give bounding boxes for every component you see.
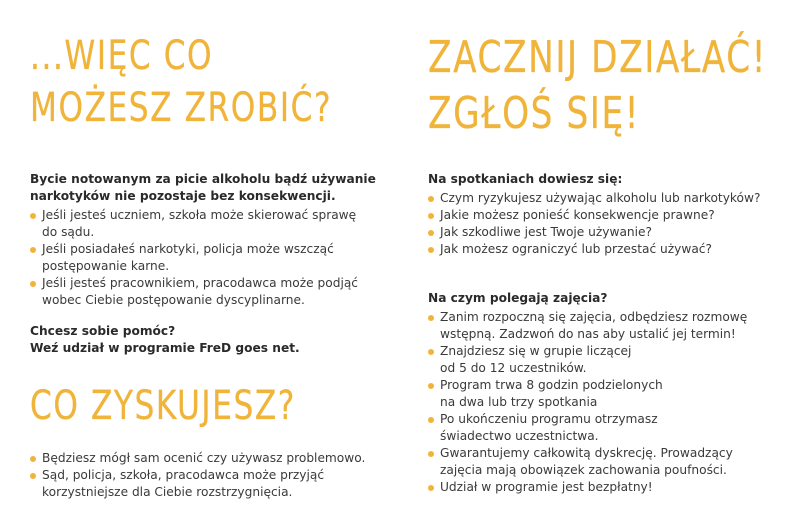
classes-subheading: Na czym polegają zajęcia? bbox=[428, 291, 608, 305]
bullet-dot-icon bbox=[30, 213, 36, 219]
bullet-dot-icon bbox=[428, 213, 434, 219]
list-item: Jeśli jesteś pracownikiem, pracodawca może podjąć wobec Ciebie postępowanie dyscyplinarne. bbox=[30, 275, 358, 309]
heading-what-can-you-do bbox=[30, 30, 417, 134]
benefits-list bbox=[30, 450, 365, 501]
list-item: Będziesz mógł sam ocenić czy używasz problemowo. bbox=[30, 450, 365, 467]
bullet-dot-icon bbox=[428, 230, 434, 236]
bullet-dot-icon bbox=[428, 315, 434, 321]
heading-benefits bbox=[30, 380, 371, 432]
meetings-list bbox=[428, 190, 760, 258]
bullet-dot-icon bbox=[428, 451, 434, 457]
list-item: Sąd, policja, szkoła, pracodawca może przyjąć korzystniejsze dla Ciebie rozstrzygnięcia. bbox=[30, 467, 365, 501]
heading-line: ZGŁOŚ SIĘ! bbox=[428, 88, 641, 139]
classes-list bbox=[428, 309, 747, 496]
heading-start-acting bbox=[428, 30, 800, 142]
heading-line: ...WIĘC CO bbox=[30, 33, 214, 79]
list-item: Program trwa 8 godzin podzielonych na dwa lub trzy spotkania bbox=[428, 377, 747, 411]
list-item: Udział w programie jest bezpłatny! bbox=[428, 479, 747, 496]
bullet-dot-icon bbox=[428, 383, 434, 389]
heading-line: CO ZYSKUJESZ? bbox=[30, 383, 296, 429]
bullet-dot-icon bbox=[30, 473, 36, 479]
heading-line: ZACZNIJ DZIAŁAĆ! bbox=[428, 32, 768, 83]
list-item: Gwarantujemy całkowitą dyskrecję. Prowadzący zajęcia mają obowiązek zachowania poufności. bbox=[428, 445, 747, 479]
bullet-dot-icon bbox=[428, 196, 434, 202]
bullet-dot-icon bbox=[428, 485, 434, 491]
list-item: Zanim rozpoczną się zajęcia, odbędziesz rozmowę wstępną. Zadzwoń do nas aby ustalić jej termin! bbox=[428, 309, 747, 343]
list-item: Jakie możesz ponieść konsekwencje prawne? bbox=[428, 207, 760, 224]
list-item: Po ukończeniu programu otrzymasz świadectwo uczestnictwa. bbox=[428, 411, 747, 445]
list-item: Znajdziesz się w grupie liczącej od 5 do 12 uczestników. bbox=[428, 343, 747, 377]
bullet-dot-icon bbox=[30, 247, 36, 253]
intro-text: Bycie notowanym za picie alkoholu bądź używanie narkotyków nie pozostaje bez konsekwencji. bbox=[30, 172, 376, 203]
help-text: Chcesz sobie pomóc? Weź udział w programie FreD goes net. bbox=[30, 324, 300, 355]
meetings-subheading: Na spotkaniach dowiesz się: bbox=[428, 172, 623, 186]
list-item: Jak możesz ograniczyć lub przestać używać? bbox=[428, 241, 760, 258]
list-item: Jak szkodliwe jest Twoje używanie? bbox=[428, 224, 760, 241]
list-item: Czym ryzykujesz używając alkoholu lub narkotyków? bbox=[428, 190, 760, 207]
bullet-dot-icon bbox=[30, 456, 36, 462]
bullet-dot-icon bbox=[30, 281, 36, 287]
bullet-dot-icon bbox=[428, 417, 434, 423]
consequences-list bbox=[30, 207, 358, 309]
list-item: Jeśli posiadałeś narkotyki, policja może wszcząć postępowanie karne. bbox=[30, 241, 358, 275]
list-item: Jeśli jesteś uczniem, szkoła może skierować sprawę do sądu. bbox=[30, 207, 358, 241]
heading-line: MOŻESZ ZROBIĆ? bbox=[30, 85, 333, 131]
bullet-dot-icon bbox=[428, 349, 434, 355]
bullet-dot-icon bbox=[428, 247, 434, 253]
